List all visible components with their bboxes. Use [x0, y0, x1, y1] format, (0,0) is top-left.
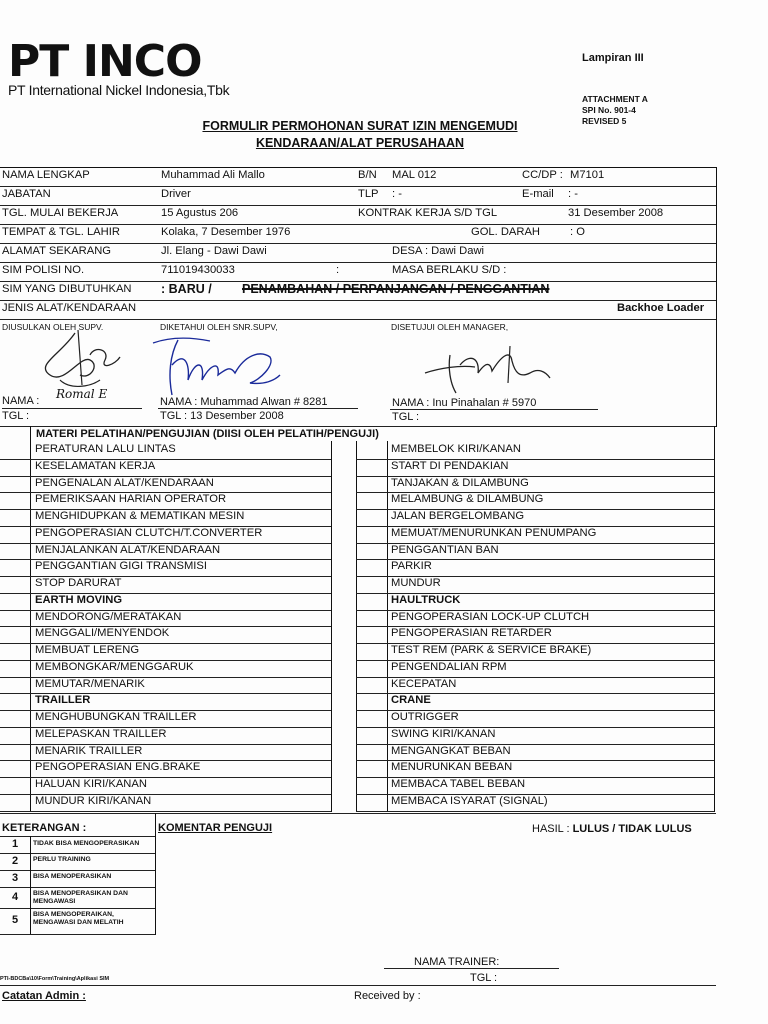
legend-top [0, 836, 155, 837]
kontrak-label: KONTRAK KERJA S/D TGL [358, 207, 498, 219]
attachment-info [582, 94, 648, 127]
gol-value: : O [570, 226, 585, 238]
tlp-label: TLP [358, 188, 379, 200]
right-materi-item: TEST REM (PARK & SERVICE BRAKE) [391, 644, 592, 656]
legend-row-line [0, 934, 155, 935]
left-materi-item: MEMUTAR/MENARIK [35, 677, 145, 690]
materi-right-border [714, 426, 715, 812]
right-materi-item: MEMBACA TABEL BEBAN [391, 778, 526, 790]
nama3-underline [390, 409, 598, 410]
left-materi-item: MENARIK TRAILLER [35, 744, 143, 757]
email-value: : - [568, 188, 578, 200]
tlp-value: : - [392, 188, 402, 200]
materi-top-border [0, 426, 716, 427]
row-ttl [0, 225, 716, 244]
jabatan-value: Driver [161, 188, 191, 200]
right-materi-item: PARKIR [391, 560, 432, 573]
col2-label: DIKETAHUI OLEH SNR.SUPV, [160, 322, 278, 332]
komentar-divider [155, 813, 156, 935]
right-materi-item: SWING KIRI/KANAN [391, 727, 496, 740]
nama1-label: NAMA : [2, 395, 40, 407]
simdib-label: SIM YANG DIBUTUHKAN [2, 283, 132, 295]
right-materi-item: START DI PENDAKIAN [391, 459, 509, 472]
left-materi-item: PENGOPERASIAN CLUTCH/T.CONVERTER [35, 526, 263, 539]
left-materi-item: PERATURAN LALU LINTAS [35, 443, 176, 455]
legend-text: BISA MENGOPERAIKAN, MENGAWASI DAN MELATIH [33, 911, 124, 926]
right-materi-item: HAULTRUCK [391, 593, 461, 606]
title-line-2: KENDARAAN/ALAT PERUSAHAAN [255, 136, 465, 150]
tgl-mulai-value: 15 Agustus 206 [161, 207, 239, 219]
tgl2-label: TGL : 13 Desember 2008 [160, 410, 284, 422]
hasil-value: LULUS / TIDAK LULUS [572, 823, 692, 835]
attachment-line: ATTACHMENT A [582, 94, 648, 104]
desa-label: DESA : Dawi Dawi [392, 245, 485, 257]
nama-trainer-line [384, 968, 559, 969]
title-line-1: FORMULIR PERMOHONAN SURAT IZIN MENGEMUDI [202, 119, 518, 133]
tgl3-label: TGL : [392, 411, 420, 423]
tgl-mulai-label: TGL. MULAI BEKERJA [2, 207, 119, 219]
col3-label: DISETUJUI OLEH MANAGER, [391, 322, 509, 332]
ccdp-label: CC/DP : [522, 169, 563, 181]
materi-left-checkcol [30, 426, 31, 812]
row-nama [0, 168, 716, 187]
revised-line: REVISED 5 [582, 116, 627, 126]
right-materi-item: PENGENDALIAN RPM [391, 660, 507, 673]
jabatan-label: JABATAN [2, 188, 51, 200]
jenis-label: JENIS ALAT/KENDARAAN [2, 302, 137, 314]
footer-bottom-line [0, 985, 716, 986]
right-materi-item: TANJAKAN & DILAMBUNG [391, 476, 529, 489]
legend-number: 1 [11, 838, 19, 850]
keterangan-label: KETERANGAN : [2, 822, 87, 834]
nama1-underline [2, 408, 142, 409]
row-sim [0, 263, 716, 282]
left-materi-item: MENDORONG/MERATAKAN [35, 610, 182, 623]
nama1-handwritten: Romal E [56, 387, 108, 401]
legend-row-line [0, 908, 155, 909]
left-materi-item: HALUAN KIRI/KANAN [35, 778, 147, 790]
left-materi-item: MUNDUR KIRI/KANAN [35, 794, 152, 807]
left-materi-item: EARTH MOVING [35, 593, 123, 606]
left-materi-item: MEMBUAT LERENG [35, 644, 140, 656]
left-materi-item: MENGGALI/MENYENDOK [35, 627, 170, 640]
ttl-value: Kolaka, 7 Desember 1976 [161, 226, 291, 238]
catatan-admin: Catatan Admin : [2, 990, 86, 1002]
left-materi-item: PENGOPERASIAN ENG.BRAKE [35, 761, 201, 774]
alamat-label: ALAMAT SEKARANG [2, 245, 112, 257]
nama-label: NAMA LENGKAP [2, 169, 90, 181]
kontrak-value: 31 Desember 2008 [568, 207, 664, 219]
company-logo [8, 36, 230, 98]
right-materi-item: MUNDUR [391, 577, 441, 589]
materi-heading: MATERI PELATIHAN/PENGUJIAN (DIISI OLEH PELATIH/PENGUJI) [36, 428, 379, 440]
right-materi-item: MELAMBUNG & DILAMBUNG [391, 493, 544, 506]
form-title [160, 118, 560, 152]
ccdp-value: M7101 [570, 169, 605, 181]
gol-label: GOL. DARAH [471, 226, 541, 238]
komentar-label: KOMENTAR PENGUJI [158, 822, 273, 834]
right-materi-item: PENGOPERASIAN RETARDER [391, 627, 552, 640]
tgl1-label: TGL : [2, 410, 30, 422]
legend-number: 4 [11, 890, 19, 903]
left-materi-item: MENJALANKAN ALAT/KENDARAAN [35, 543, 221, 556]
right-materi-item: MEMBACA ISYARAT (SIGNAL) [391, 794, 548, 807]
right-materi-item: PENGOPERASIAN LOCK-UP CLUTCH [391, 610, 590, 623]
simdib-baru: : BARU / [161, 282, 212, 296]
right-materi-item: MENURUNKAN BEBAN [391, 761, 513, 774]
right-materi-item: PENGGANTIAN BAN [391, 543, 499, 556]
bn-value: MAL 012 [392, 169, 437, 181]
legend-number: 5 [11, 914, 19, 926]
right-materi-item: MENGANGKAT BEBAN [391, 744, 511, 757]
left-materi-item: MELEPASKAN TRAILLER [35, 727, 167, 740]
logo-text: PT INCO [8, 36, 202, 87]
left-materi-item: PENGENALAN ALAT/KENDARAAN [35, 476, 214, 489]
right-materi-item: CRANE [391, 694, 431, 707]
legend-text: BISA MENOPERASIKAN DAN MENGAWASI [33, 890, 128, 905]
jenis-value: Backhoe Loader [617, 302, 705, 314]
sim-label: SIM POLISI NO. [2, 264, 85, 276]
right-materi-item: OUTRIGGER [391, 711, 459, 723]
lampiran-label: Lampiran III [582, 52, 644, 64]
sim-colon: : [336, 264, 340, 276]
logo-subtitle: PT International Nickel Indonesia,Tbk [8, 82, 230, 98]
tgl-trainer-label: TGL : [470, 972, 498, 984]
signature-2 [150, 335, 290, 400]
file-path: PTI-BDCBa\10\Form\Training\Aplikasi SIM [0, 976, 110, 982]
left-materi-item: PENGGANTIAN GIGI TRANSMISI [35, 560, 207, 573]
hasil [532, 823, 692, 835]
left-materi-item: KESELAMATAN KERJA [35, 459, 156, 472]
row-sim-dibutuhkan [0, 282, 716, 301]
nama-trainer-label: NAMA TRAINER: [414, 956, 500, 968]
legend-text: PERLU TRAINING [33, 856, 91, 863]
sim-value: 711019430033 [161, 264, 235, 276]
right-materi-item: JALAN BERGELOMBANG [391, 510, 525, 522]
right-border [716, 167, 717, 427]
hasil-label: HASIL : [532, 823, 570, 835]
left-materi-item: MENGHIDUPKAN & MEMATIKAN MESIN [35, 510, 245, 522]
legend-num-divider [30, 836, 31, 934]
left-materi-item: TRAILLER [35, 694, 91, 707]
nama3-label: NAMA : Inu Pinahalan # 5970 [392, 397, 537, 409]
nama2-underline [158, 408, 358, 409]
email-label: E-mail [522, 188, 554, 200]
right-materi-item: MEMUAT/MENURUNKAN PENUMPANG [391, 526, 597, 539]
signature-3 [420, 343, 560, 398]
row-alamat [0, 244, 716, 263]
legend-text: TIDAK BISA MENGOPERASIKAN [33, 840, 140, 847]
right-materi-item: MEMBELOK KIRI/KANAN [391, 443, 521, 455]
materi-mid-divider [331, 441, 332, 812]
nama2-label: NAMA : Muhammad Alwan # 8281 [160, 396, 328, 408]
bn-label: B/N [358, 169, 377, 181]
left-materi-item: PEMERIKSAAN HARIAN OPERATOR [35, 493, 227, 506]
footer-top-border [0, 813, 716, 814]
nama-value: Muhammad Ali Mallo [161, 169, 265, 181]
legend-row-line [0, 887, 155, 888]
legend-number: 3 [11, 871, 19, 884]
col1-label: DIUSULKAN OLEH SUPV. [2, 322, 104, 332]
row-jenis [0, 301, 716, 320]
left-materi-item: MEMBONGKAR/MENGGARUK [35, 660, 194, 673]
spi-line: SPI No. 901-4 [582, 105, 636, 115]
alamat-value: Jl. Elang - Dawi Dawi [161, 245, 267, 257]
right-materi-item: KECEPATAN [391, 677, 457, 690]
legend-text: BISA MENOPERASIKAN [33, 873, 112, 880]
received-by: Received by : [354, 990, 421, 1002]
simdib-strike: PENAMBAHAN / PERPANJANGAN / PENGGANTIAN [242, 282, 550, 296]
left-materi-item: STOP DARURAT [35, 577, 122, 589]
left-materi-row-line [0, 811, 331, 812]
legend-number: 2 [11, 854, 19, 867]
row-jabatan [0, 187, 716, 206]
ttl-label: TEMPAT & TGL. LAHIR [2, 226, 120, 238]
row-tgl-mulai [0, 206, 716, 225]
right-materi-row-line [356, 811, 714, 812]
masa-label: MASA BERLAKU S/D : [392, 264, 507, 276]
left-materi-item: MENGHUBUNGKAN TRAILLER [35, 711, 197, 723]
